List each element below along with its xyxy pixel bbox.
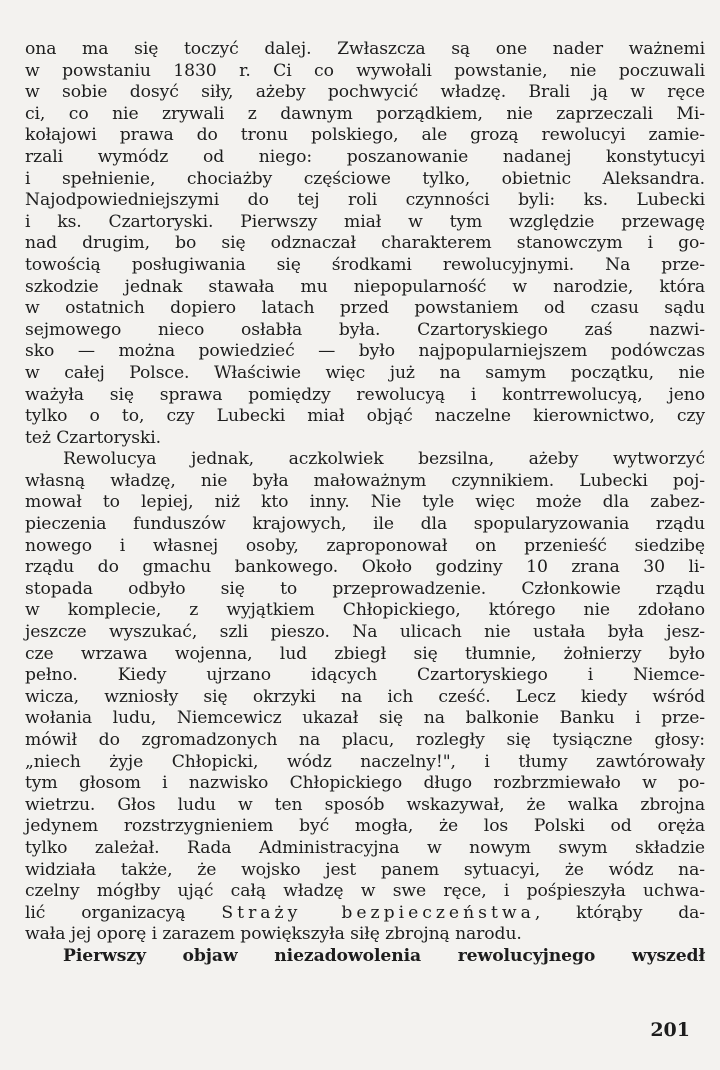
text-line-spaced [25, 903, 705, 925]
text-line: nad drugim, bo się odznaczał charakterem stanowczym i go- [25, 233, 705, 254]
paragraph-first-line: Pierwszy objaw niezadowolenia rewolucyjnego wyszedł [63, 945, 705, 966]
text-fragment: lić organizacyą [25, 902, 186, 923]
text-line: rzali wymódz od niego: poszanowanie nadanej konstytucyi [25, 146, 705, 167]
text-line: widziała także, że wojsko jest panem sytuacyi, że wódz na- [25, 859, 705, 880]
text-line: cze wrzawa wojenna, lud zbiegł się tłumnie, żołnierzy było [25, 643, 705, 664]
text-line: i spełnienie, chociażby częściowe tylko, obietnic Aleksandra. [25, 168, 705, 189]
text-line: nowego i własnej osoby, zaproponował on przenieść siedzibę [25, 535, 705, 556]
paragraph-first-line: Rewolucya jednak, aczkolwiek bezsilna, ażeby wytworzyć [63, 449, 705, 470]
text-line: wołania ludu, Niemcewicz ukazał się na balkonie Banku i prze- [25, 708, 705, 729]
text-line: tylko o to, czy Lubecki miał objąć naczelne kierownictwo, czy [25, 406, 705, 427]
text-line: w powstaniu 1830 r. Ci co wywołali powstanie, nie poczuwali [25, 60, 705, 81]
text-line: w sobie dosyć siły, ażeby pochwycić władzę. Brali ją w ręce [25, 82, 705, 103]
text-line: stopada odbyło się to przeprowadzenie. Członkowie rządu [25, 578, 705, 599]
text-line: „niech żyje Chłopicki, wódz naczelny!", i tłumy zawtórowały [25, 751, 705, 772]
text-line: rządu do gmachu bankowego. Około godziny 10 zrana 30 li- [25, 557, 705, 578]
text-line: też Czartoryski. [25, 427, 162, 448]
text-line: sko — można powiedzieć — było najpopularniejszem podówczas [25, 341, 705, 362]
text-line: i ks. Czartoryski. Pierwszy miał w tym względzie przewagę [25, 211, 705, 232]
body-text [25, 39, 705, 968]
text-line: w komplecie, z wyjątkiem Chłopickiego, którego nie zdołano [25, 600, 705, 621]
text-line: pełno. Kiedy ujrzano idących Czartoryskiego i Niemce- [25, 665, 705, 686]
text-line: tym głosom i nazwisko Chłopickiego długo rozbrzmiewało w po- [25, 773, 705, 794]
text-fragment: , którąby da- [534, 902, 706, 923]
text-line: jeszcze wyszukać, szli pieszo. Na ulicach nie ustała była jesz- [25, 622, 705, 643]
page-number: 201 [650, 1019, 690, 1041]
text-line: pieczenia funduszów krajowych, ile dla spopularyzowania rządu [25, 514, 705, 535]
text-line: tylko zależał. Rada Administracyjna w nowym swym składzie [25, 837, 705, 858]
text-line: własną władzę, nie była małoważnym czynnikiem. Lubecki poj- [25, 470, 705, 491]
text-line: wietrzu. Głos ludu w ten sposób wskazywał, że walka zbrojna [25, 794, 705, 815]
text-line: ważyła się sprawa pomiędzy rewolucyą i kontrrewolucyą, jeno [25, 384, 705, 405]
text-line: towością posługiwania się środkami rewolucyjnymi. Na prze- [25, 254, 705, 275]
text-line: jedynem rozstrzygnieniem być mogła, że los Polski od oręża [25, 816, 705, 837]
spaced-emphasis: Straży bezpieczeństwa [221, 902, 535, 923]
text-line: mował to lepiej, niż kto inny. Nie tyle więc może dla zabez- [25, 492, 705, 513]
text-line: ci, co nie zrywali z dawnym porządkiem, nie zaprzeczali Mi- [25, 103, 705, 124]
text-line: w całej Polsce. Właściwie więc już na samym początku, nie [25, 362, 705, 383]
text-line: mówił do zgromadzonych na placu, rozległy się tysiączne głosy: [25, 730, 705, 750]
text-line: ona ma się toczyć dalej. Zwłaszcza są one nader ważnemi [25, 39, 705, 59]
text-line: wała jej oporę i zarazem powiększyła siłę zbrojną narodu. [25, 924, 522, 945]
text-line: sejmowego nieco osłabła była. Czartoryskiego zaś nazwi- [25, 319, 705, 340]
text-line: czelny mógłby ująć całą władzę w swe ręce, i pośpieszyła uchwa- [25, 881, 705, 902]
text-line: kołajowi prawa do tronu polskiego, ale grozą rewolucyi zamie- [25, 125, 705, 146]
text-line: wicza, wzniosły się okrzyki na ich cześć. Lecz kiedy wśród [25, 686, 705, 707]
text-line: Najodpowiedniejszymi do tej roli czynności byli: ks. Lubecki [25, 190, 705, 211]
text-line: w ostatnich dopiero latach przed powstaniem od czasu sądu [25, 298, 705, 319]
text-line: szkodzie jednak stawała mu niepopularność w narodzie, która [25, 276, 705, 297]
